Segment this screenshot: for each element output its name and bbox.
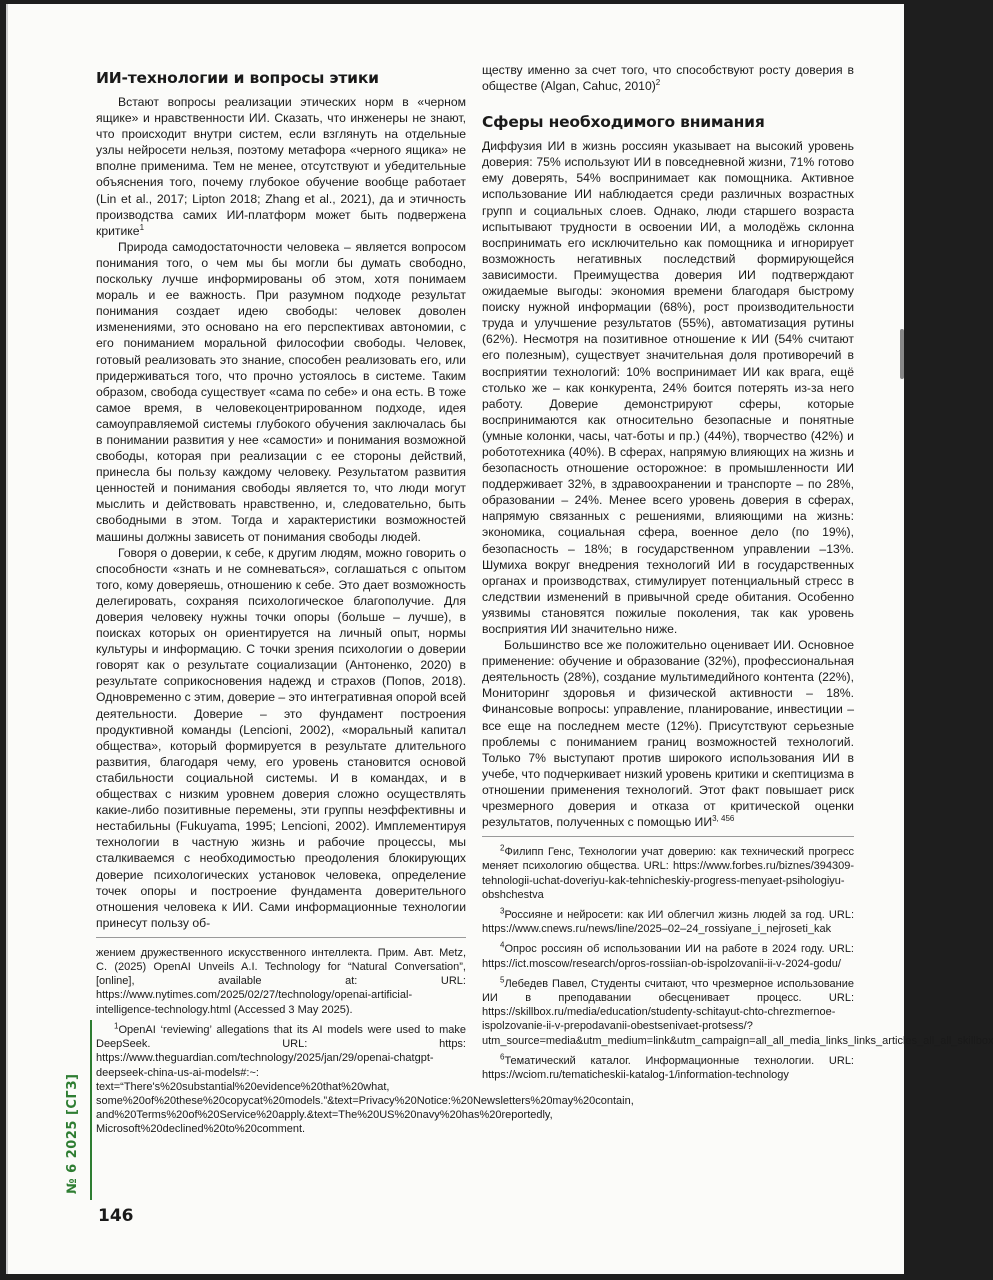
section-heading-attention: Сферы необходимого внимания [482,113,765,132]
paragraph-continuation: ществу именно за счет того, что способствуют росту доверия в обществе (Algan, Cahuc, 2010)$^2$ [482,63,854,94]
issue-label: № 6 2025 [СГЗ] [65,1073,80,1194]
paragraph: Говоря о доверии, к себе, к другим людям, можно говорить о способности «знать и не сомневаться», соглашаться с опытом того, кому доверяешь, отношению к себе. Это дает возможность делегировать, сохраняя психологическое благополучие. Для доверия человеку нужны точки опоры (больше – лучше), в поисках которых он ориентируется на личный опыт, нормы культуры и информацию. С точки зрения психологии о доверии говорят как о результате социализации (Антоненко, 2020) в результате соприкосновения надежд и страхов (Попов, 2018). Одновременно с этим, доверие – это интегративная опорой всей деятельности. Доверие – это фундамент построения продуктивной команды (Lencioni, 2002), «моральный капитал общества», который формируется в результате длительного развития, благодаря чему, его уровень становится основой стабильности социальной системы. И в командах, и в обществах с низким уровнем доверия сложно осуществлять какие-либо позитивные перемены, эти группы неэффективны и нестабильны (Fukuyama, 1995; Lencioni, 2002). Имплементируя технологии в частную жизнь и рабочие процессы, мы сталкиваемся с необходимостью преодоления блокирующих доверие психологических установок человека, определение точек опоры и построение фундамента доверительного отношения человека к ИИ. Сами информационные технологии принесут пользу об- [96,545,466,930]
footnote-2: $^2$Филипп Генс, Технологии учат доверию: как технический прогресс меняет психологию общества. URL: https://www.forbes.ru/biznes/394309-tehnologii-uchat-doveriyu-kak-tehnicheskiy-progress-menyaet-psihologiyu-obshchestva [482,843,854,901]
footnote-3: $^3$Россияне и нейросети: как ИИ облегчил жизнь людей за год. URL: https://www.cnews.ru/news/line/2025–02–24_rossiyane_i_nejroseti_kak [482,906,854,936]
footnote-5: $^5$Лебедев Павел, Студенты считают, что чрезмерное использование ИИ в преподавании обесценивает процесс. URL: https://skillbox.ru/media/education/studenty-schitayut-chto-chrezmernoe-ispolzovanie-ii-v-prepodavanii-obestsenivaet-protsess/?utm_source=media&utm_medium=link&utm_campaign=all_all_media_links_links_articles_all_all_skillbox [482,975,993,1047]
section-heading-ethics: ИИ-технологии и вопросы этики [96,69,379,87]
footnote-divider [482,836,854,837]
magazine-page [6,4,993,1274]
accent-rail [90,1020,92,1200]
footnote-6: $^6$Тематический каталог. Информационные технологии. URL: https://wciom.ru/tematicheskii-katalog-1/information-technology [482,1052,854,1082]
scrollbar[interactable] [900,329,904,379]
footnote-4: $^4$Опрос россиян об использовании ИИ на работе в 2024 году. URL: https://ict.moscow/research/opros-rossiian-ob-ispolzovanii-ii-v-2024-godu/ [482,940,854,970]
footnote-divider [96,937,466,938]
paragraph: Природа самодостаточности человека – является вопросом понимания того, о чем мы бы могли бы думать свободно, поскольку лучше информированы об этом, хотя понимаем мораль и ее важность. При разумном подходе результат понимания создает идею свободы: человек доволен изменениями, это основано на его перспективах автономии, с его пониманием моральной философии свободы. Человек, готовый реализовать это знание, способен реализовать его, или придерживаться того, что прочно устоялось в системе. Таким образом, свобода существует «сама по себе» и она есть. В тоже самое время, в человекоцентрированном подходе, идея самоуправляемой системы глубокого обучения заключалась бы в понимании развития у нее «самости» и понимания возможной свободы, которая при реализации с ее стороны действий, принесла бы пользу каждому человеку. Результатом развития ценностей и понимания свободы является то, что люди могут мыслить и действовать нравственно, и, следовательно, быть свободными в этом. Тогда и характеристики возможностей машины должны зависеть от понимания свободы людей. [96,239,466,544]
paragraph: Диффузия ИИ в жизнь россиян указывает на высокий уровень доверия: 75% используют ИИ в повседневной жизни, 71% готово ему доверять, 54% воспринимает как помощника. Активное использование ИИ наблюдается среди различных возрастных групп и социальных слоев. Однако, люди старшего возраста испытывают трудности в освоении ИИ, а молодёжь склонна воспринимать его исключительно как помощника и игнорирует возможность негативных последствий формирующейся зависимости. Преимущества доверия ИИ подтверждают ожидаемые выгоды: экономия времени благодаря быстрому поиску нужной информации (68%), рост производительности труда и улучшение результатов (55%), автоматизация рутины (62%). Несмотря на позитивное отношение к ИИ (54% считают его полезным), существует значительная доля противоречий в восприятии технологий: 10% воспринимает ИИ как врага, ещё столько же – как конкурента, 24% боится потерять из-за него работу. Доверие демонстрируют сферы, которые воспринимаются как относительно безопасные и понятные (умные колонки, часы, чат-боты и пр.) (44%), творчество (42%) и робототехника (40%). В сферах, напрямую влияющих на жизнь и безопасность отношение осторожное: в промышленности ИИ поддерживает 32%, в здравоохранении и транспорте – по 28%, образовании – 24%. Менее всего уровень доверия в сферах, напрямую связанных с решениями, влияющими на жизнь: экономика, социальная сфера, военное дело (по 19%), безопасность – 18%; в государственном управлении –13%. Шумиха вокруг внедрения технологий ИИ в государственных органах и производствах, стимулирует потенциальный стресс в следствии изменений в привычной среде обитания. Особенно уязвимы становятся пожилые поколения, так как уровень восприятия ИИ значительно ниже. [482,139,854,636]
footnote-continuation: жением дружественного искусственного интеллекта. Прим. Авт. Metz, C. (2025) OpenAI Unveils A.I. Technology for “Natural Conversation”, [online], available at: URL: https://www.nytimes.com/2025/02/27/technology/openai-artificial-intelligence-technology.html (Accessed 3 May 2025). [96,946,466,1016]
paragraph: Большинство все же положительно оценивает ИИ. Основное применение: обучение и образование (32%), профессиональная деятельность (28%), создание мультимедийного контента (22%), Мониторинг здоровья и физической активности – 18%. Финансовые вопросы: управление, планирование, инвестиции – все еще на последнем месте (12%). Присутствуют серьезные проблемы с пониманием границ возможностей технологий. Только 7% выступают против широкого использования ИИ в учебе, что подчеркивает низкий уровень критики и скептицизма в отношении применения технологий. Этот факт повышает риск чрезмерного доверия и отказа от критической оценки результатов, полученных с помощью ИИ$^{3, 456}$ [482,638,854,830]
footnote-1: $^1$OpenAI ‘reviewing’ allegations that its AI models were used to make DeepSeek. URL: https: https://www.theguardian.com/technology/2025/jan/29/openai-chatgpt-deepseek-china-us-ai-models#:~: text=“There's%20substantial%20evidence%20that%20what, some%20of%20these%20copycat%20models.”&text=Privacy%20Notice:%20Newsletters%20may%20contain, and%20Terms%20of%20Service%20apply.&text=The%20US%20navy%20has%20reportedly, Microsoft%20declined%20to%20comment. [96,1021,634,1136]
right-column [482,62,993,1082]
page-number: 146 [98,1206,134,1226]
paragraph: Встают вопросы реализации этических норм в «черном ящике» и нравственности ИИ. Сказать, что инженеры не знают, что происходит внутри систем, если взглянуть на отдельные узлы нейросети нельзя, поэтому метафора «черного ящика» не вполне применима. Тем не менее, отсутствуют и убедительные объяснения того, почему глубокое обучение вообще работает (Lin et al., 2017; Lipton 2018; Zhang et al., 2021), да и этичность производства самих ИИ-платформ может быть подвержена критике$^1$ [96,95,466,238]
